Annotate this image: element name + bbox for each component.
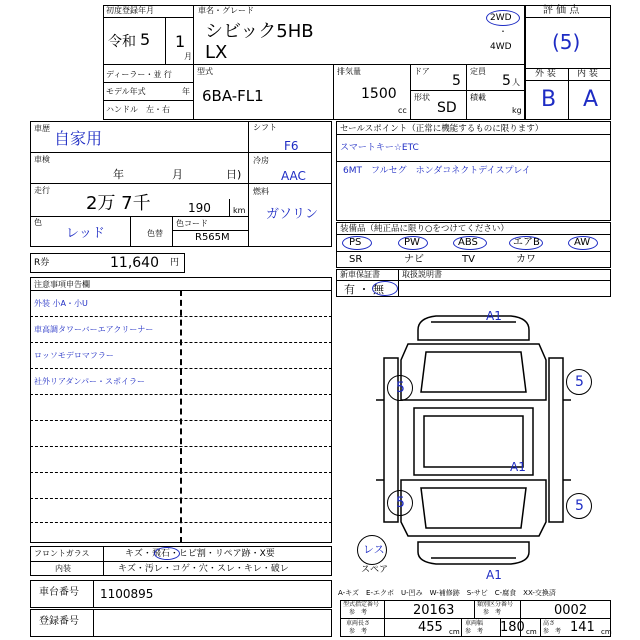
type-ref: 参 考 [349, 609, 368, 616]
length-label: 車両長さ [346, 620, 371, 627]
inspection-day: 日) [226, 168, 242, 181]
era: 令和 [108, 34, 136, 50]
equipment-aw: AW [574, 237, 591, 248]
equipment-tv: TV [462, 254, 475, 265]
interior-row-label: 内装 [55, 564, 71, 573]
chip-circle [154, 547, 180, 560]
mileage-sub: 190 [188, 201, 211, 215]
damage-rear: A1 [486, 568, 502, 582]
height-unit: cm [601, 628, 612, 636]
load-label: 積載 [470, 93, 486, 102]
tire-mark-rr: 5 [575, 498, 584, 514]
spare-label: スペア [361, 565, 389, 575]
color-label: 色 [34, 218, 42, 227]
color-code-label: 色コード [176, 219, 208, 228]
class-number-value: 0002 [554, 603, 588, 618]
doors: 5 [452, 73, 461, 89]
interior-label: 内 装 [577, 69, 598, 79]
inspection-month: 月 [172, 168, 183, 181]
ac-label: 冷房 [253, 156, 269, 165]
shift-label: シフト [253, 123, 277, 132]
equipment-pw: PW [404, 237, 420, 248]
spare-mark: レス [363, 543, 385, 556]
model-label: 型式 [197, 67, 213, 76]
sales-label: セールスポイント（正常に機能するものに限ります） [340, 124, 544, 134]
color-code: R565M [195, 232, 230, 243]
interior-grade: A [583, 87, 599, 112]
model-code: 6BA-FL1 [202, 87, 264, 105]
displacement-label: 排気量 [337, 67, 361, 76]
recycle-box [30, 253, 185, 273]
car-name: シビック5HB [205, 21, 314, 42]
recycle-value: 11,640 [110, 255, 159, 271]
name-grade-label: 車名・グレード [198, 6, 254, 15]
fuel-label: 燃料 [253, 187, 269, 196]
grade: LX [205, 42, 228, 63]
km-unit: km [233, 206, 246, 215]
tire-mark-rl: 5 [396, 495, 405, 511]
manual-label: 取扱説明書 [402, 270, 442, 279]
use-label: 車歴 [34, 124, 50, 133]
width-label: 車両幅 [465, 620, 484, 627]
model-year-label: モデル年式 [106, 87, 146, 96]
handle-label: ハンドル 左・右 [106, 105, 170, 114]
use-value: 自家用 [54, 129, 103, 148]
note-line-3: ロッソモデロマフラー [34, 351, 114, 360]
mileage-label: 走行 [34, 186, 50, 195]
warranty-label: 新車保証書 [340, 270, 380, 279]
warranty-value: 有 ・ 無 [344, 283, 384, 296]
chassis-label: 車台番号 [39, 587, 79, 598]
height-label: 高さ [543, 620, 556, 627]
interior-row-values: キズ・汚レ・コゲ・穴・スレ・キレ・破レ [118, 564, 289, 574]
exterior-grade: B [541, 87, 557, 112]
shift-value: F6 [284, 139, 299, 153]
tire-mark-fr: 5 [575, 374, 584, 390]
damage-legend: A-キズ E-エクボ U-凹み W-補修跡 S-サビ C-腐食 XX-交換済 [338, 589, 556, 597]
width-unit: cm [526, 628, 537, 636]
mileage-value: 2万 7千 [86, 193, 151, 214]
overall-score: (5) [552, 30, 581, 54]
drive-2wd: 2WD [490, 13, 512, 23]
height-ref: 参 考 [543, 628, 562, 635]
drive-dot: ・ [499, 27, 507, 36]
capacity-unit: 人 [512, 78, 520, 87]
note-line-1: 外装 小A・小U [34, 299, 88, 308]
reg-month: 1 [175, 32, 186, 51]
body-shape: SD [437, 100, 457, 116]
length-unit: cm [449, 628, 460, 636]
equipment-navi: ナビ [404, 254, 424, 265]
month-unit: 月 [184, 52, 192, 61]
inspection-year: 年 [113, 168, 124, 181]
drive-4wd: 4WD [490, 42, 512, 52]
equipment-ps: PS [349, 237, 362, 248]
kg-unit: kg [512, 106, 522, 115]
damage-front: A1 [486, 309, 502, 323]
model-year-unit: 年 [182, 87, 190, 96]
inspection-label: 車検 [34, 155, 50, 164]
equipment-airbag: エアB [513, 237, 540, 248]
recycle-label: R券 [34, 258, 50, 268]
body-label: 形状 [414, 93, 430, 102]
color-change-label: 色替 [147, 229, 163, 238]
recycle-unit: 円 [170, 258, 180, 268]
cc-unit: cc [398, 106, 407, 115]
windshield-label: フロントガラス [34, 549, 90, 558]
note-line-4: 社外リアダンパー・スポイラー [34, 377, 145, 386]
equipment-sr: SR [349, 254, 363, 265]
score-label: 評 価 点 [543, 5, 580, 16]
doors-label: ドア [414, 67, 430, 76]
exterior-label: 外 装 [535, 69, 556, 79]
capacity-label: 定員 [470, 67, 486, 76]
reg-year: 5 [140, 30, 151, 49]
type-number-label: 型式指定番号 [343, 601, 380, 608]
damage-middle: A1 [510, 460, 526, 474]
class-ref: 参 考 [483, 609, 502, 616]
header-box [103, 5, 525, 120]
notes-label: 注意事項申告欄 [34, 280, 90, 289]
windshield-values: キズ・飛石・ヒビ割・リペア跡・X要 [125, 549, 275, 559]
displacement: 1500 [361, 86, 397, 102]
class-number-label: 類別区分番号 [477, 601, 514, 608]
chassis-value: 1100895 [100, 587, 154, 601]
length-ref: 参 考 [349, 628, 368, 635]
first-reg-label: 初度登録年月 [106, 6, 154, 15]
note-line-2: 車高調タワーバーエアクリーナー [34, 325, 154, 334]
dealer-label: ディーラー・並 行 [106, 70, 172, 79]
sales-line-2: 6MT フルセグ ホンダコネクトデイスプレイ [343, 166, 531, 176]
equipment-leather: カワ [516, 254, 536, 265]
height-value: 141 [570, 620, 595, 635]
capacity: 5 [502, 73, 511, 89]
registration-label: 登録番号 [39, 616, 79, 627]
sales-line-1: スマートキー☆ETC [340, 143, 419, 153]
equipment-abs: ABS [458, 237, 478, 248]
color-value: レッド [66, 226, 105, 241]
width-ref: 参 考 [465, 628, 484, 635]
type-number-value: 20163 [413, 603, 455, 618]
tire-mark-fl: 5 [396, 380, 405, 396]
length-value: 455 [418, 620, 443, 635]
ac-value: AAC [281, 169, 306, 183]
width-value: 180 [500, 620, 525, 635]
fuel-value: ガソリン [266, 207, 319, 222]
equipment-label: 装備品（純正品に限り○をつけてください） [340, 224, 509, 234]
